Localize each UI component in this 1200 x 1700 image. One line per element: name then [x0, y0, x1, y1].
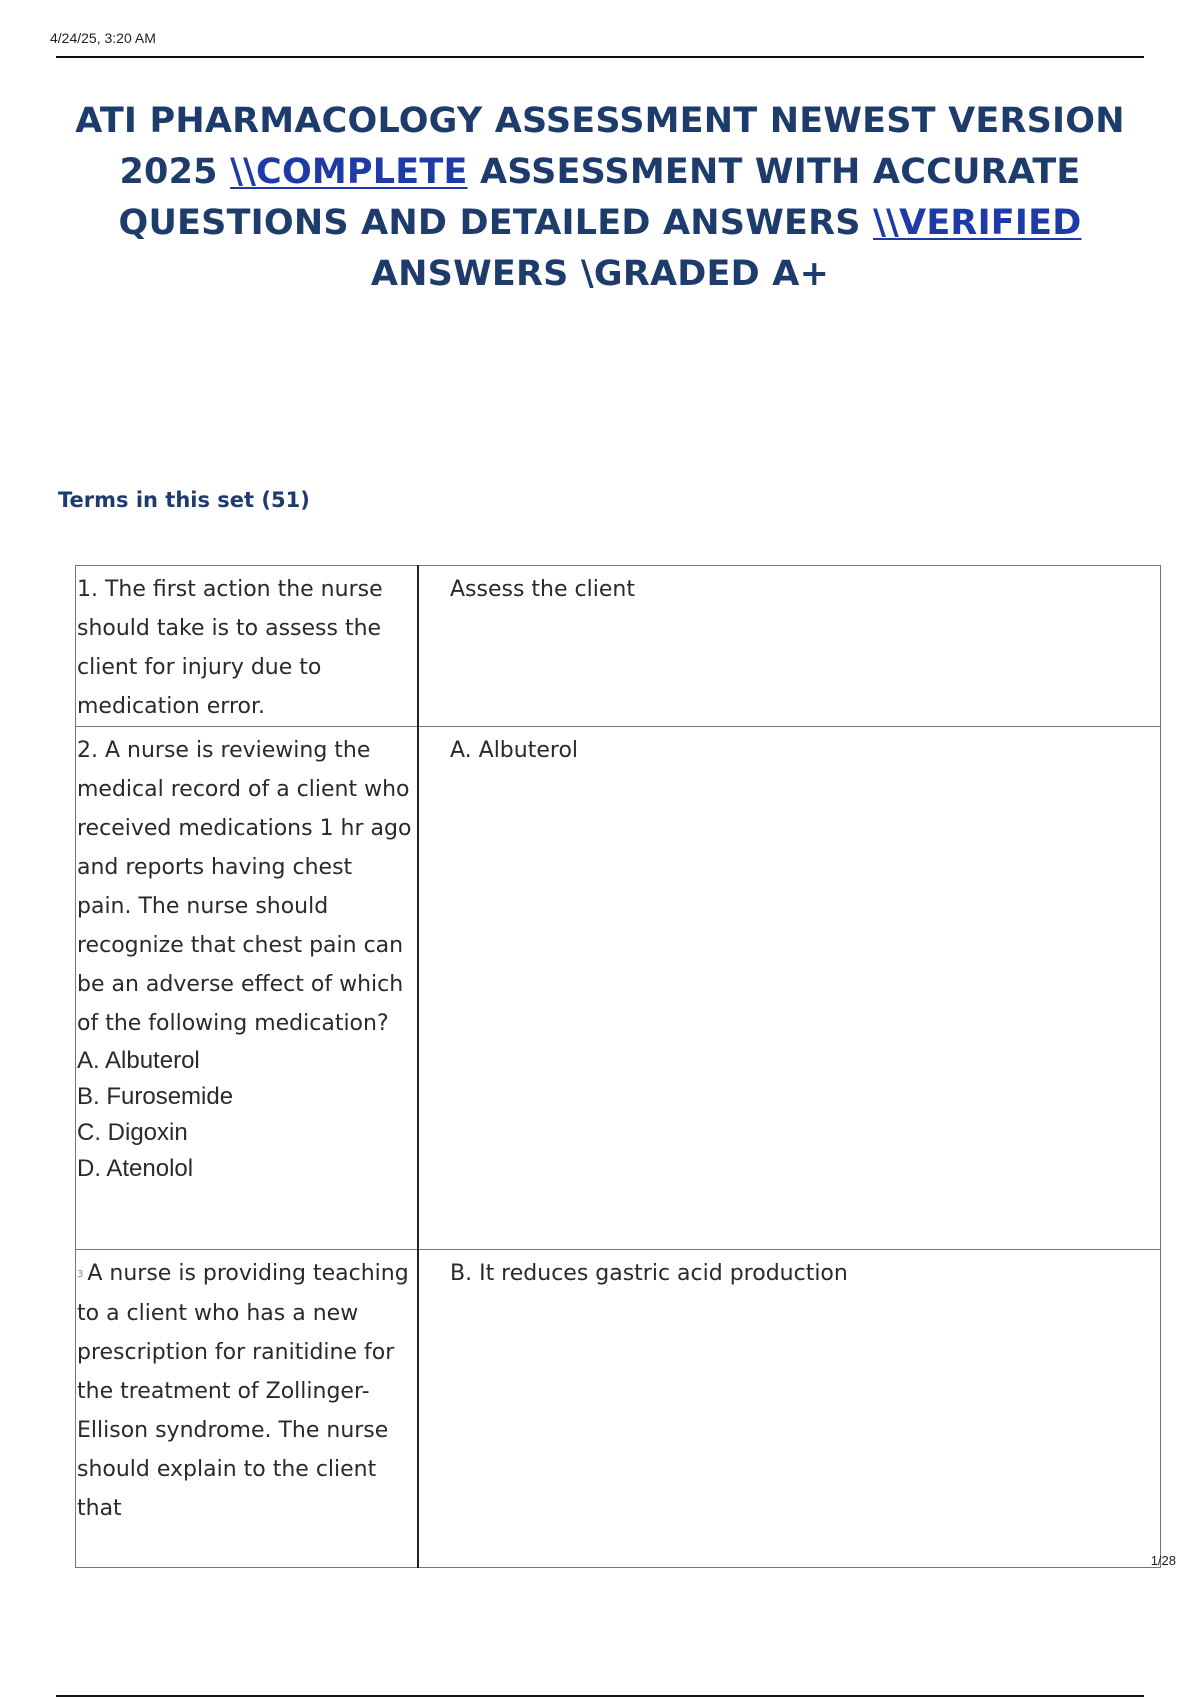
definition-text: B. It reduces gastric acid production: [450, 1261, 848, 1286]
term-text: 1. The first action the nurse should take is to assess the client for injury due to medication error.: [77, 577, 383, 719]
title-link-verified[interactable]: \\VERIFIED: [873, 203, 1082, 243]
footer-rule: [56, 1695, 1144, 1697]
title-link-complete[interactable]: \\COMPLETE: [230, 152, 468, 192]
document-title: [60, 96, 1140, 300]
table-row: [76, 727, 1161, 1250]
table-row: [76, 1250, 1161, 1568]
title-text-2: ASSESSMENT WITH ACCURATE QUESTIONS AND DETAILED ANSWERS: [118, 152, 1081, 243]
definition-cell: [418, 1250, 1161, 1568]
term-cell: [76, 566, 419, 727]
definition-cell: [418, 566, 1161, 727]
term-text: 2. A nurse is reviewing the medical record of a client who received medications 1 hr ago and reports having chest pain. The nurse should recognize that chest pain can be an adverse effect of which of the following medication?: [77, 738, 412, 1036]
table-row: [76, 566, 1161, 727]
answer-option: A. Albuterol: [77, 1047, 200, 1074]
terms-table: [75, 565, 1161, 1568]
answer-option: D. Atenolol: [77, 1155, 194, 1182]
definition-text: Assess the client: [450, 577, 635, 602]
header-rule: [56, 56, 1144, 58]
print-timestamp: 4/24/25, 3:20 AM: [50, 30, 156, 46]
title-text-3: ANSWERS \GRADED A+: [370, 254, 830, 294]
definition-cell: [418, 727, 1161, 1250]
terms-heading: Terms in this set (51): [58, 488, 310, 512]
page-number: 1/28: [1150, 1553, 1176, 1568]
answer-option: C. Digoxin: [77, 1119, 188, 1146]
term-text: A nurse is providing teaching to a client who has a new prescription for ranitidine for the treatment of Zollinger-Ellison syndrome. The nurse should explain to the client that: [77, 1261, 409, 1521]
title-text-1: ATI PHARMACOLOGY ASSESSMENT NEWEST VERSION 2025: [75, 101, 1125, 192]
answer-option: B. Furosemide: [77, 1083, 234, 1110]
term-number-marker: 3: [77, 1268, 84, 1280]
term-cell: [76, 1250, 419, 1568]
term-cell: [76, 727, 419, 1250]
definition-text: A. Albuterol: [450, 738, 579, 763]
